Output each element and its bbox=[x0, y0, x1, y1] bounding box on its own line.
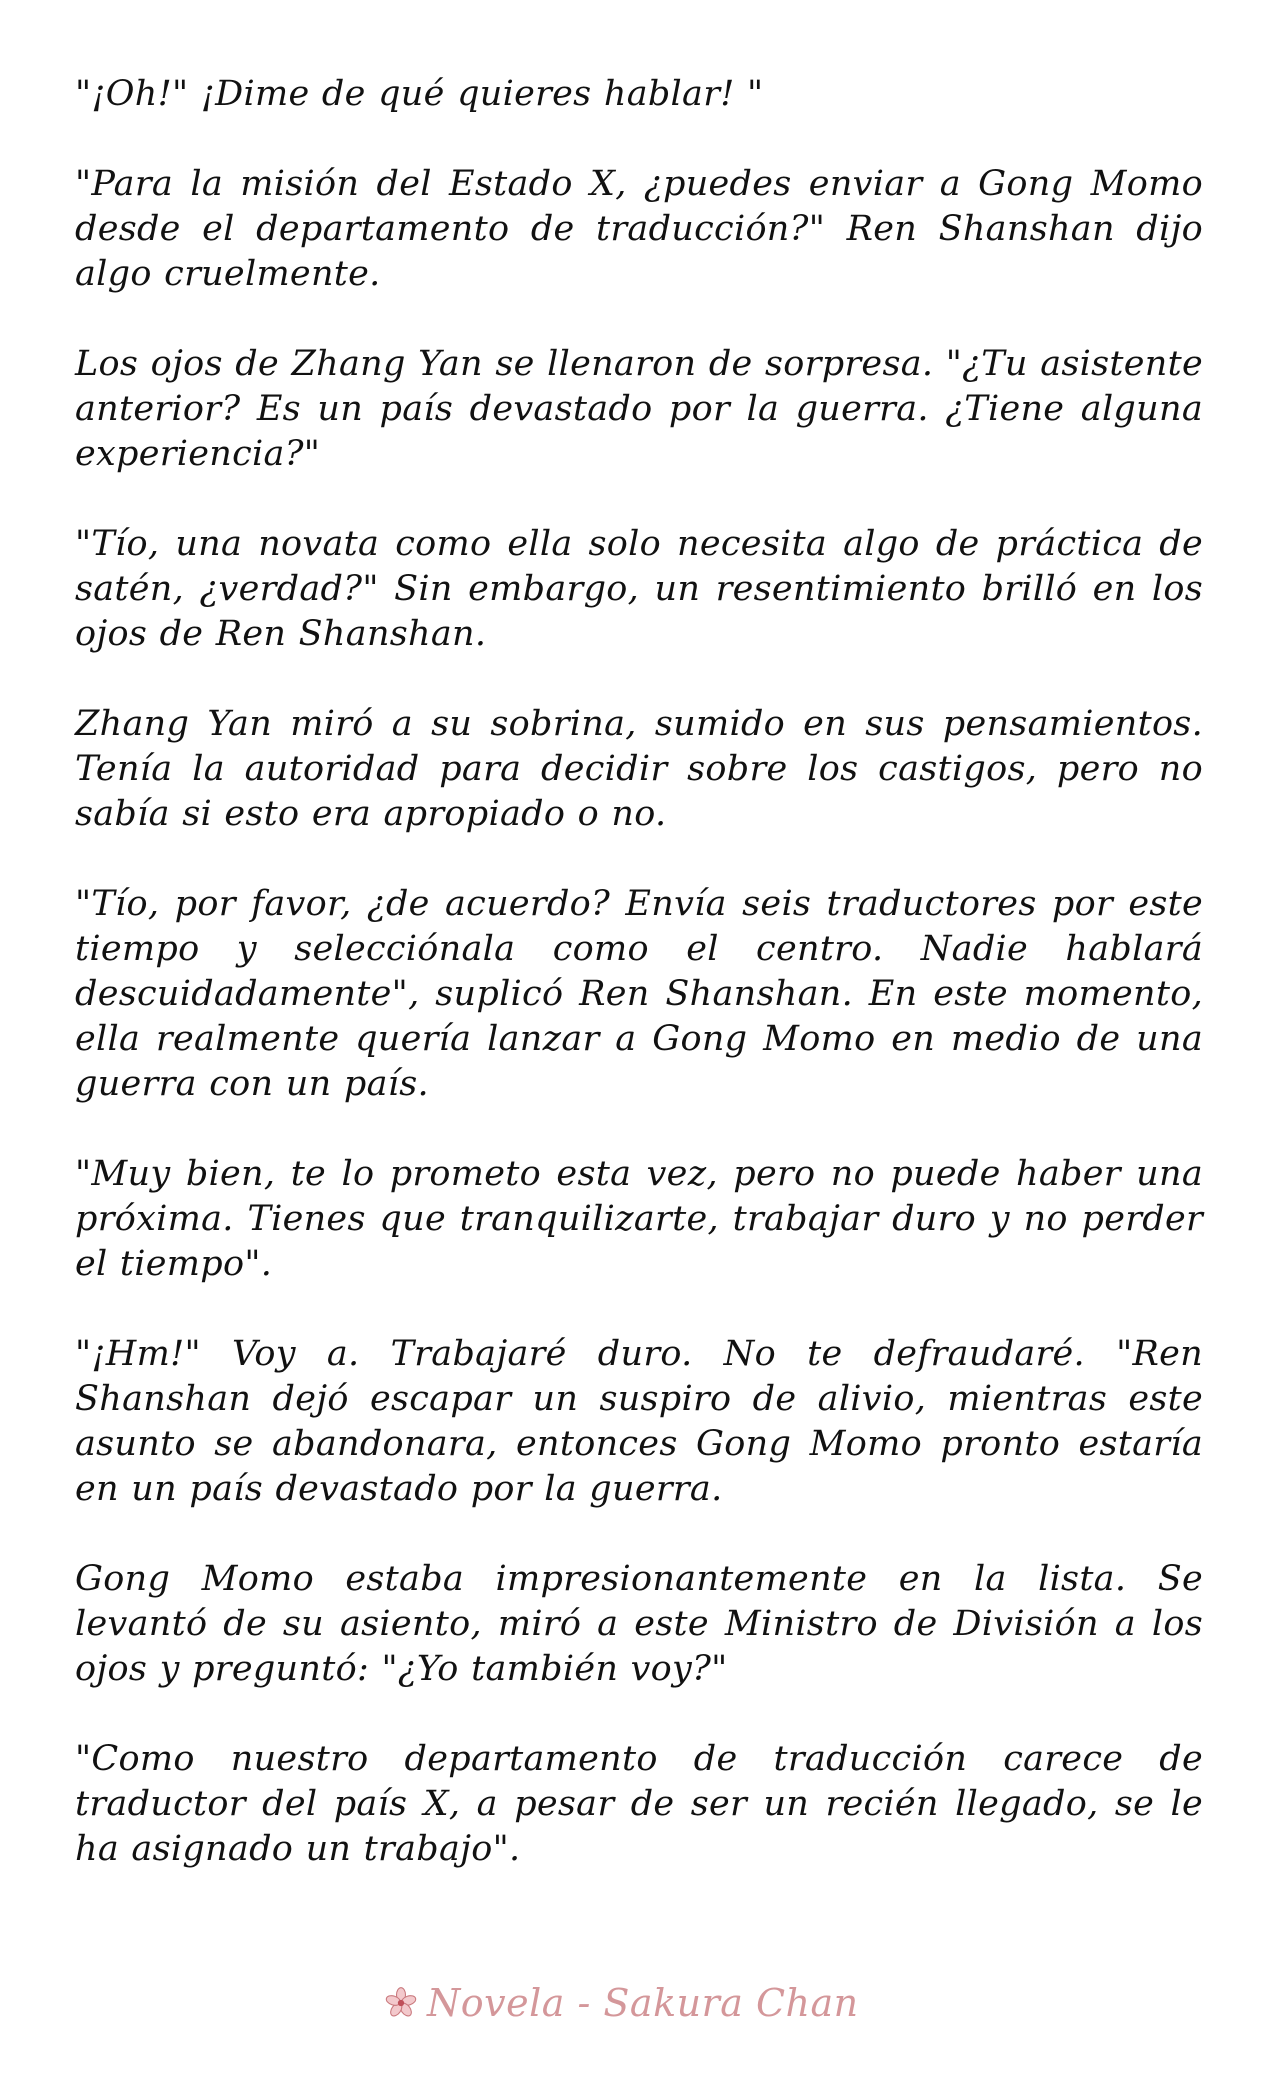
watermark bbox=[383, 1978, 859, 2028]
paragraph-4: "Tío, una novata como ella solo necesita algo de práctica de satén, ¿verdad?" Sin embargo, un resentimiento brilló en los ojos de Ren Shanshan. bbox=[75, 524, 1203, 654]
paragraph-7: "Muy bien, te lo prometo esta vez, pero no puede haber una próxima. Tienes que tranquilizarte, trabajar duro y no perder el tiempo". bbox=[75, 1154, 1203, 1284]
watermark-text: Novela - Sakura Chan bbox=[427, 1981, 859, 2025]
paragraph-6: "Tío, por favor, ¿de acuerdo? Envía seis traductores por este tiempo y selecciónala como el centro. Nadie hablará descuidadamente", suplicó Ren Shanshan. En este momento, ella realmente quería lanzar a Gong Momo en medio de una guerra con un país. bbox=[75, 884, 1203, 1104]
paragraph-8: "¡Hm!" Voy a. Trabajaré duro. No te defraudaré. "Ren Shanshan dejó escapar un suspiro de alivio, mientras este asunto se abandonara, entonces Gong Momo pronto estaría en un país devastado por la guerra. bbox=[75, 1334, 1203, 1509]
paragraph-5: Zhang Yan miró a su sobrina, sumido en sus pensamientos. Tenía la autoridad para decidir sobre los castigos, pero no sabía si esto era apropiado o no. bbox=[75, 704, 1203, 834]
paragraph-1: "¡Oh!" ¡Dime de qué quieres hablar! " bbox=[75, 74, 764, 114]
text-body bbox=[75, 72, 1203, 1872]
paragraph-2: "Para la misión del Estado X, ¿puedes enviar a Gong Momo desde el departamento de traducción?" Ren Shanshan dijo algo cruelmente. bbox=[75, 164, 1203, 294]
paragraph-10: "Como nuestro departamento de traducción carece de traductor del país X, a pesar de ser un recién llegado, se le ha asignado un trabajo". bbox=[75, 1739, 1203, 1869]
paragraph-9: Gong Momo estaba impresionantemente en la lista. Se levantó de su asiento, miró a este Ministro de División a los ojos y preguntó: "¿Yo también voy?" bbox=[75, 1559, 1203, 1689]
sakura-blossom-icon bbox=[383, 1985, 419, 2021]
paragraph-3: Los ojos de Zhang Yan se llenaron de sorpresa. "¿Tu asistente anterior? Es un país devastado por la guerra. ¿Tiene alguna experiencia?" bbox=[75, 344, 1203, 474]
